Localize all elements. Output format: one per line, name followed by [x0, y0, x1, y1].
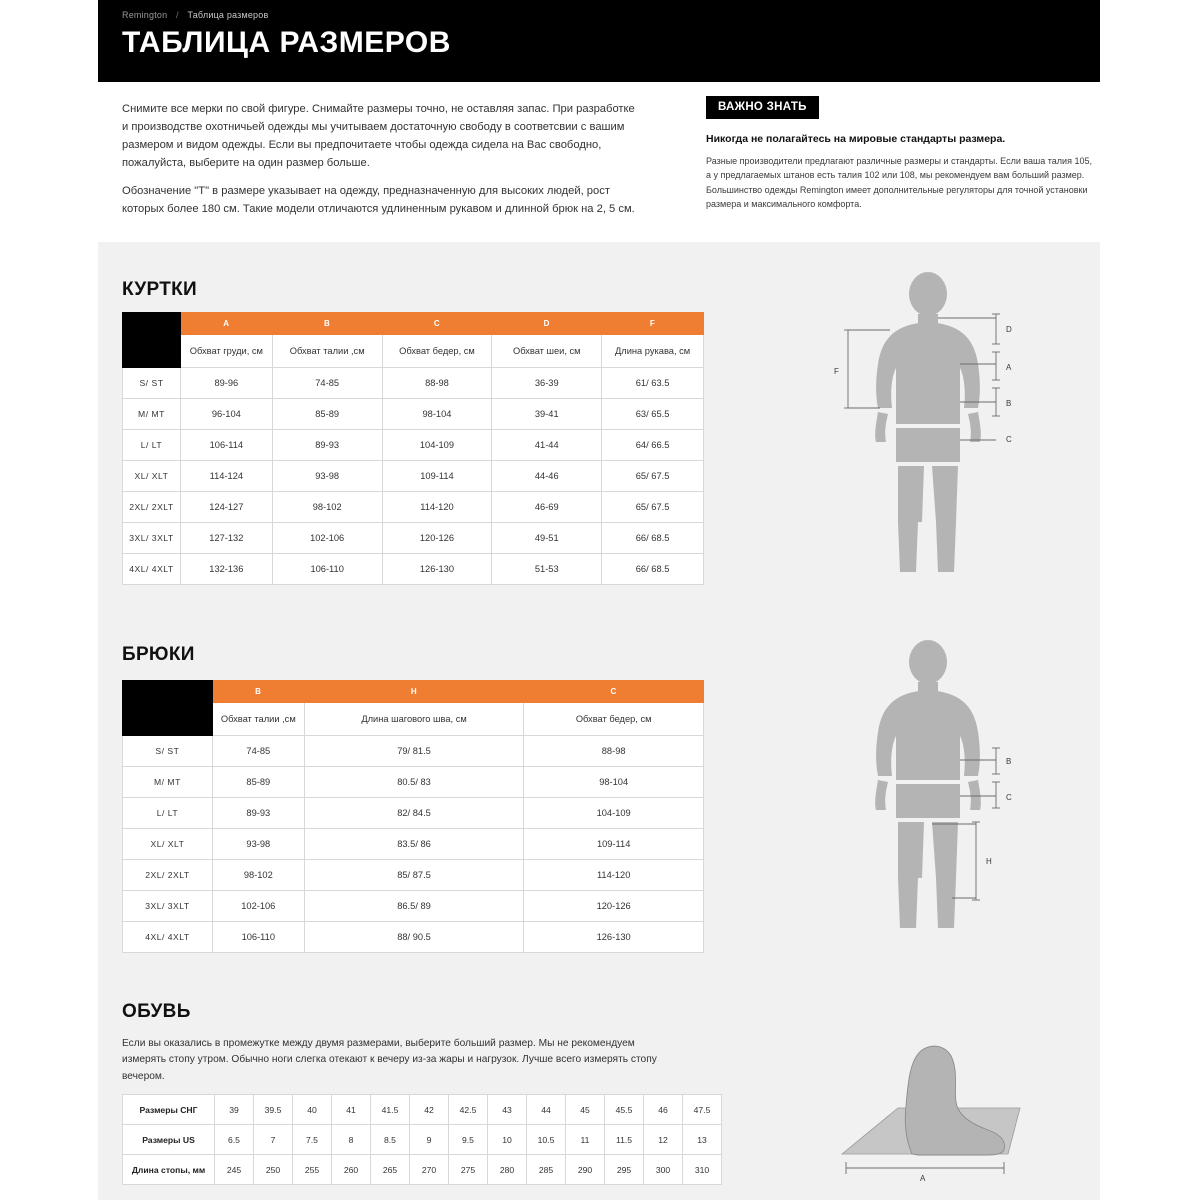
cell: 88-98: [524, 736, 704, 767]
cell: 89-96: [180, 368, 272, 399]
cell: 109-114: [382, 461, 492, 492]
cell: 45: [566, 1095, 605, 1125]
table-row: [123, 829, 704, 860]
jackets-header-chest: Обхват груди, см: [180, 335, 272, 368]
jackets-letter-a: A: [180, 313, 272, 335]
pants-table: [122, 680, 704, 953]
cell: 102-106: [272, 523, 382, 554]
cell: 44: [527, 1095, 566, 1125]
cell: 13: [683, 1125, 722, 1155]
cell: 11.5: [605, 1125, 644, 1155]
jackets-header-neck: Обхват шеи, см: [492, 335, 602, 368]
cell: 93-98: [272, 461, 382, 492]
jackets-letter-c: C: [382, 313, 492, 335]
cell: 126-130: [524, 922, 704, 953]
table-row: [123, 461, 704, 492]
cell: 109-114: [524, 829, 704, 860]
pants-header-waist: Обхват талии ,см: [212, 703, 304, 736]
boots-row-label-footlength: Длина стопы, мм: [123, 1155, 215, 1185]
cell: 79/ 81.5: [304, 736, 524, 767]
jackets-letter-row: [123, 313, 704, 335]
pants-letter-h: H: [304, 681, 524, 703]
jackets-letter-d: D: [492, 313, 602, 335]
cell: 6.5: [215, 1125, 254, 1155]
cell: 120-126: [382, 523, 492, 554]
cell: 61/ 63.5: [602, 368, 704, 399]
cell: 132-136: [180, 554, 272, 585]
important-note-title: Никогда не полагайтесь на мировые стандарты размера.: [706, 133, 1006, 145]
jackets-body-figure: [820, 272, 1050, 587]
cell: 7: [254, 1125, 293, 1155]
cell: 10.5: [527, 1125, 566, 1155]
jackets-figure-label-b: B: [1006, 399, 1012, 408]
boots-note: Если вы оказались в промежутке между двумя размерами, выберите больший размер. Мы не рекомендуем измерять стопу утром. Обычно ноги слегка отекают к вечеру из-за жары и нагрузок. Лучше всего измерять стопу вечером.: [122, 1038, 657, 1082]
pants-size-label: 4XL/ 4XLT: [123, 922, 213, 953]
cell: 74-85: [272, 368, 382, 399]
important-note: [706, 96, 1094, 212]
breadcrumb-root[interactable]: Remington: [122, 10, 168, 20]
cell: 89-93: [272, 430, 382, 461]
cell: 74-85: [212, 736, 304, 767]
jackets-table: [122, 312, 704, 585]
cell: 10: [488, 1125, 527, 1155]
boots-table: [122, 1094, 722, 1185]
table-row: [123, 1095, 722, 1125]
table-row: [123, 798, 704, 829]
cell: 85-89: [272, 399, 382, 430]
cell: 96-104: [180, 399, 272, 430]
jackets-header-corner: [123, 335, 181, 368]
cell: 104-109: [524, 798, 704, 829]
breadcrumb-separator: /: [176, 10, 179, 20]
cell: 98-104: [382, 399, 492, 430]
cell: 39-41: [492, 399, 602, 430]
jackets-size-label: S/ ST: [123, 368, 181, 399]
table-row: [123, 1125, 722, 1155]
cell: 300: [644, 1155, 683, 1185]
cell: 41.5: [371, 1095, 410, 1125]
cell: 7.5: [293, 1125, 332, 1155]
table-row: [123, 891, 704, 922]
cell: 270: [410, 1155, 449, 1185]
jackets-size-label: 3XL/ 3XLT: [123, 523, 181, 554]
boots-foot-figure: [806, 1036, 1056, 1191]
cell: 63/ 65.5: [602, 399, 704, 430]
cell: 9.5: [449, 1125, 488, 1155]
page-header: [98, 0, 1100, 82]
pants-size-label: S/ ST: [123, 736, 213, 767]
pants-size-label: M/ MT: [123, 767, 213, 798]
intro-text: [122, 100, 642, 227]
cell: 295: [605, 1155, 644, 1185]
cell: 85/ 87.5: [304, 860, 524, 891]
pants-header-inseam: Длина шагового шва, см: [304, 703, 524, 736]
boots-figure-label-a: A: [920, 1174, 926, 1183]
pants-letter-corner: [123, 681, 213, 703]
cell: 36-39: [492, 368, 602, 399]
pants-body-figure: [820, 640, 1050, 945]
cell: 89-93: [212, 798, 304, 829]
cell: 66/ 68.5: [602, 523, 704, 554]
cell: 88-98: [382, 368, 492, 399]
table-row: [123, 922, 704, 953]
cell: 40: [293, 1095, 332, 1125]
cell: 65/ 67.5: [602, 461, 704, 492]
jackets-size-label: M/ MT: [123, 399, 181, 430]
cell: 41-44: [492, 430, 602, 461]
cell: 8.5: [371, 1125, 410, 1155]
cell: 41: [332, 1095, 371, 1125]
jackets-header-hip: Обхват бедер, см: [382, 335, 492, 368]
cell: 114-124: [180, 461, 272, 492]
table-row: [123, 554, 704, 585]
pants-letter-b: B: [212, 681, 304, 703]
cell: 98-102: [212, 860, 304, 891]
cell: 93-98: [212, 829, 304, 860]
cell: 46-69: [492, 492, 602, 523]
cell: 45.5: [605, 1095, 644, 1125]
cell: 82/ 84.5: [304, 798, 524, 829]
cell: 106-114: [180, 430, 272, 461]
cell: 43: [488, 1095, 527, 1125]
cell: 124-127: [180, 492, 272, 523]
cell: 127-132: [180, 523, 272, 554]
jackets-size-label: L/ LT: [123, 430, 181, 461]
intro-paragraph-2: Обозначение "Т" в размере указывает на одежду, предназначенную для высоких людей, рост которых более 180 см. Такие модели отличаются удлиненным рукавом и длинной брюк на 2, 5 см.: [122, 184, 635, 215]
table-row: [123, 399, 704, 430]
pants-letter-row: [123, 681, 704, 703]
cell: 83.5/ 86: [304, 829, 524, 860]
jackets-title: КУРТКИ: [122, 279, 197, 300]
cell: 9: [410, 1125, 449, 1155]
pants-size-label: 2XL/ 2XLT: [123, 860, 213, 891]
pants-figure-label-b: B: [1006, 757, 1012, 766]
cell: 126-130: [382, 554, 492, 585]
cell: 86.5/ 89: [304, 891, 524, 922]
cell: 42.5: [449, 1095, 488, 1125]
table-row: [123, 860, 704, 891]
cell: 46: [644, 1095, 683, 1125]
jackets-figure-label-d: D: [1006, 325, 1012, 334]
pants-figure-label-h: H: [986, 857, 992, 866]
cell: 285: [527, 1155, 566, 1185]
cell: 98-104: [524, 767, 704, 798]
pants-size-label: 3XL/ 3XLT: [123, 891, 213, 922]
jackets-figure-label-f: F: [834, 367, 839, 376]
table-row: [123, 736, 704, 767]
cell: 51-53: [492, 554, 602, 585]
cell: 265: [371, 1155, 410, 1185]
cell: 65/ 67.5: [602, 492, 704, 523]
cell: 80.5/ 83: [304, 767, 524, 798]
table-row: [123, 523, 704, 554]
table-row: [123, 492, 704, 523]
table-row: [123, 1155, 722, 1185]
cell: 245: [215, 1155, 254, 1185]
cell: 39: [215, 1095, 254, 1125]
pants-header-corner: [123, 703, 213, 736]
pants-size-label: XL/ XLT: [123, 829, 213, 860]
cell: 255: [293, 1155, 332, 1185]
cell: 42: [410, 1095, 449, 1125]
cell: 44-46: [492, 461, 602, 492]
intro-paragraph-1: Снимите все мерки по свой фигуре. Снимайте размеры точно, не оставляя запас. При разработке и производстве охотничьей одежды мы учитываем достаточную свободу в соответсвии с вашим размером и видом одежды. Если вы предпочитаете чтобы одежда сидела на Вас свободно, пожалуйста, выберите на один размер больше.: [122, 103, 635, 170]
page-title: ТАБЛИЦА РАЗМЕРОВ: [122, 26, 451, 59]
cell: 66/ 68.5: [602, 554, 704, 585]
boots-row-label-cis: Размеры СНГ: [123, 1095, 215, 1125]
cell: 310: [683, 1155, 722, 1185]
pants-figure-label-c: C: [1006, 793, 1012, 802]
table-row: [123, 368, 704, 399]
jackets-letter-corner: [123, 313, 181, 335]
pants-title: БРЮКИ: [122, 644, 195, 665]
cell: 102-106: [212, 891, 304, 922]
jackets-header-row: [123, 335, 704, 368]
cell: 250: [254, 1155, 293, 1185]
cell: 98-102: [272, 492, 382, 523]
cell: 49-51: [492, 523, 602, 554]
cell: 260: [332, 1155, 371, 1185]
jackets-header-waist: Обхват талии ,см: [272, 335, 382, 368]
important-note-body: Разные производители предлагают различные размеры и стандарты. Если ваша талия 105, а у предлагаемых штанов есть талия 102 или 108, мы рекомендуем вам больший размер. Большинство одежды Remington имеет дополнительные регуляторы для точной установки размера и максимального комфорта.: [706, 156, 1092, 210]
jackets-size-label: XL/ XLT: [123, 461, 181, 492]
jackets-size-label: 2XL/ 2XLT: [123, 492, 181, 523]
cell: 11: [566, 1125, 605, 1155]
cell: 104-109: [382, 430, 492, 461]
cell: 114-120: [382, 492, 492, 523]
boots-title: ОБУВЬ: [122, 1001, 191, 1022]
jackets-figure-label-a: A: [1006, 363, 1012, 372]
pants-header-hip: Обхват бедер, см: [524, 703, 704, 736]
cell: 47.5: [683, 1095, 722, 1125]
cell: 114-120: [524, 860, 704, 891]
cell: 39.5: [254, 1095, 293, 1125]
breadcrumb-current: Таблица размеров: [187, 10, 269, 20]
jackets-header-sleeve: Длина рукава, см: [602, 335, 704, 368]
important-note-badge: ВАЖНО ЗНАТЬ: [706, 96, 819, 119]
cell: 290: [566, 1155, 605, 1185]
cell: 64/ 66.5: [602, 430, 704, 461]
pants-size-label: L/ LT: [123, 798, 213, 829]
cell: 106-110: [212, 922, 304, 953]
jackets-letter-f: F: [602, 313, 704, 335]
cell: 85-89: [212, 767, 304, 798]
pants-letter-c: C: [524, 681, 704, 703]
jackets-size-label: 4XL/ 4XLT: [123, 554, 181, 585]
jackets-figure-label-c: C: [1006, 435, 1012, 444]
cell: 88/ 90.5: [304, 922, 524, 953]
cell: 280: [488, 1155, 527, 1185]
pants-header-row: [123, 703, 704, 736]
table-row: [123, 767, 704, 798]
cell: 106-110: [272, 554, 382, 585]
jackets-letter-b: B: [272, 313, 382, 335]
breadcrumb: [122, 10, 268, 20]
cell: 275: [449, 1155, 488, 1185]
table-row: [123, 430, 704, 461]
boots-row-label-us: Размеры US: [123, 1125, 215, 1155]
cell: 120-126: [524, 891, 704, 922]
cell: 12: [644, 1125, 683, 1155]
cell: 8: [332, 1125, 371, 1155]
